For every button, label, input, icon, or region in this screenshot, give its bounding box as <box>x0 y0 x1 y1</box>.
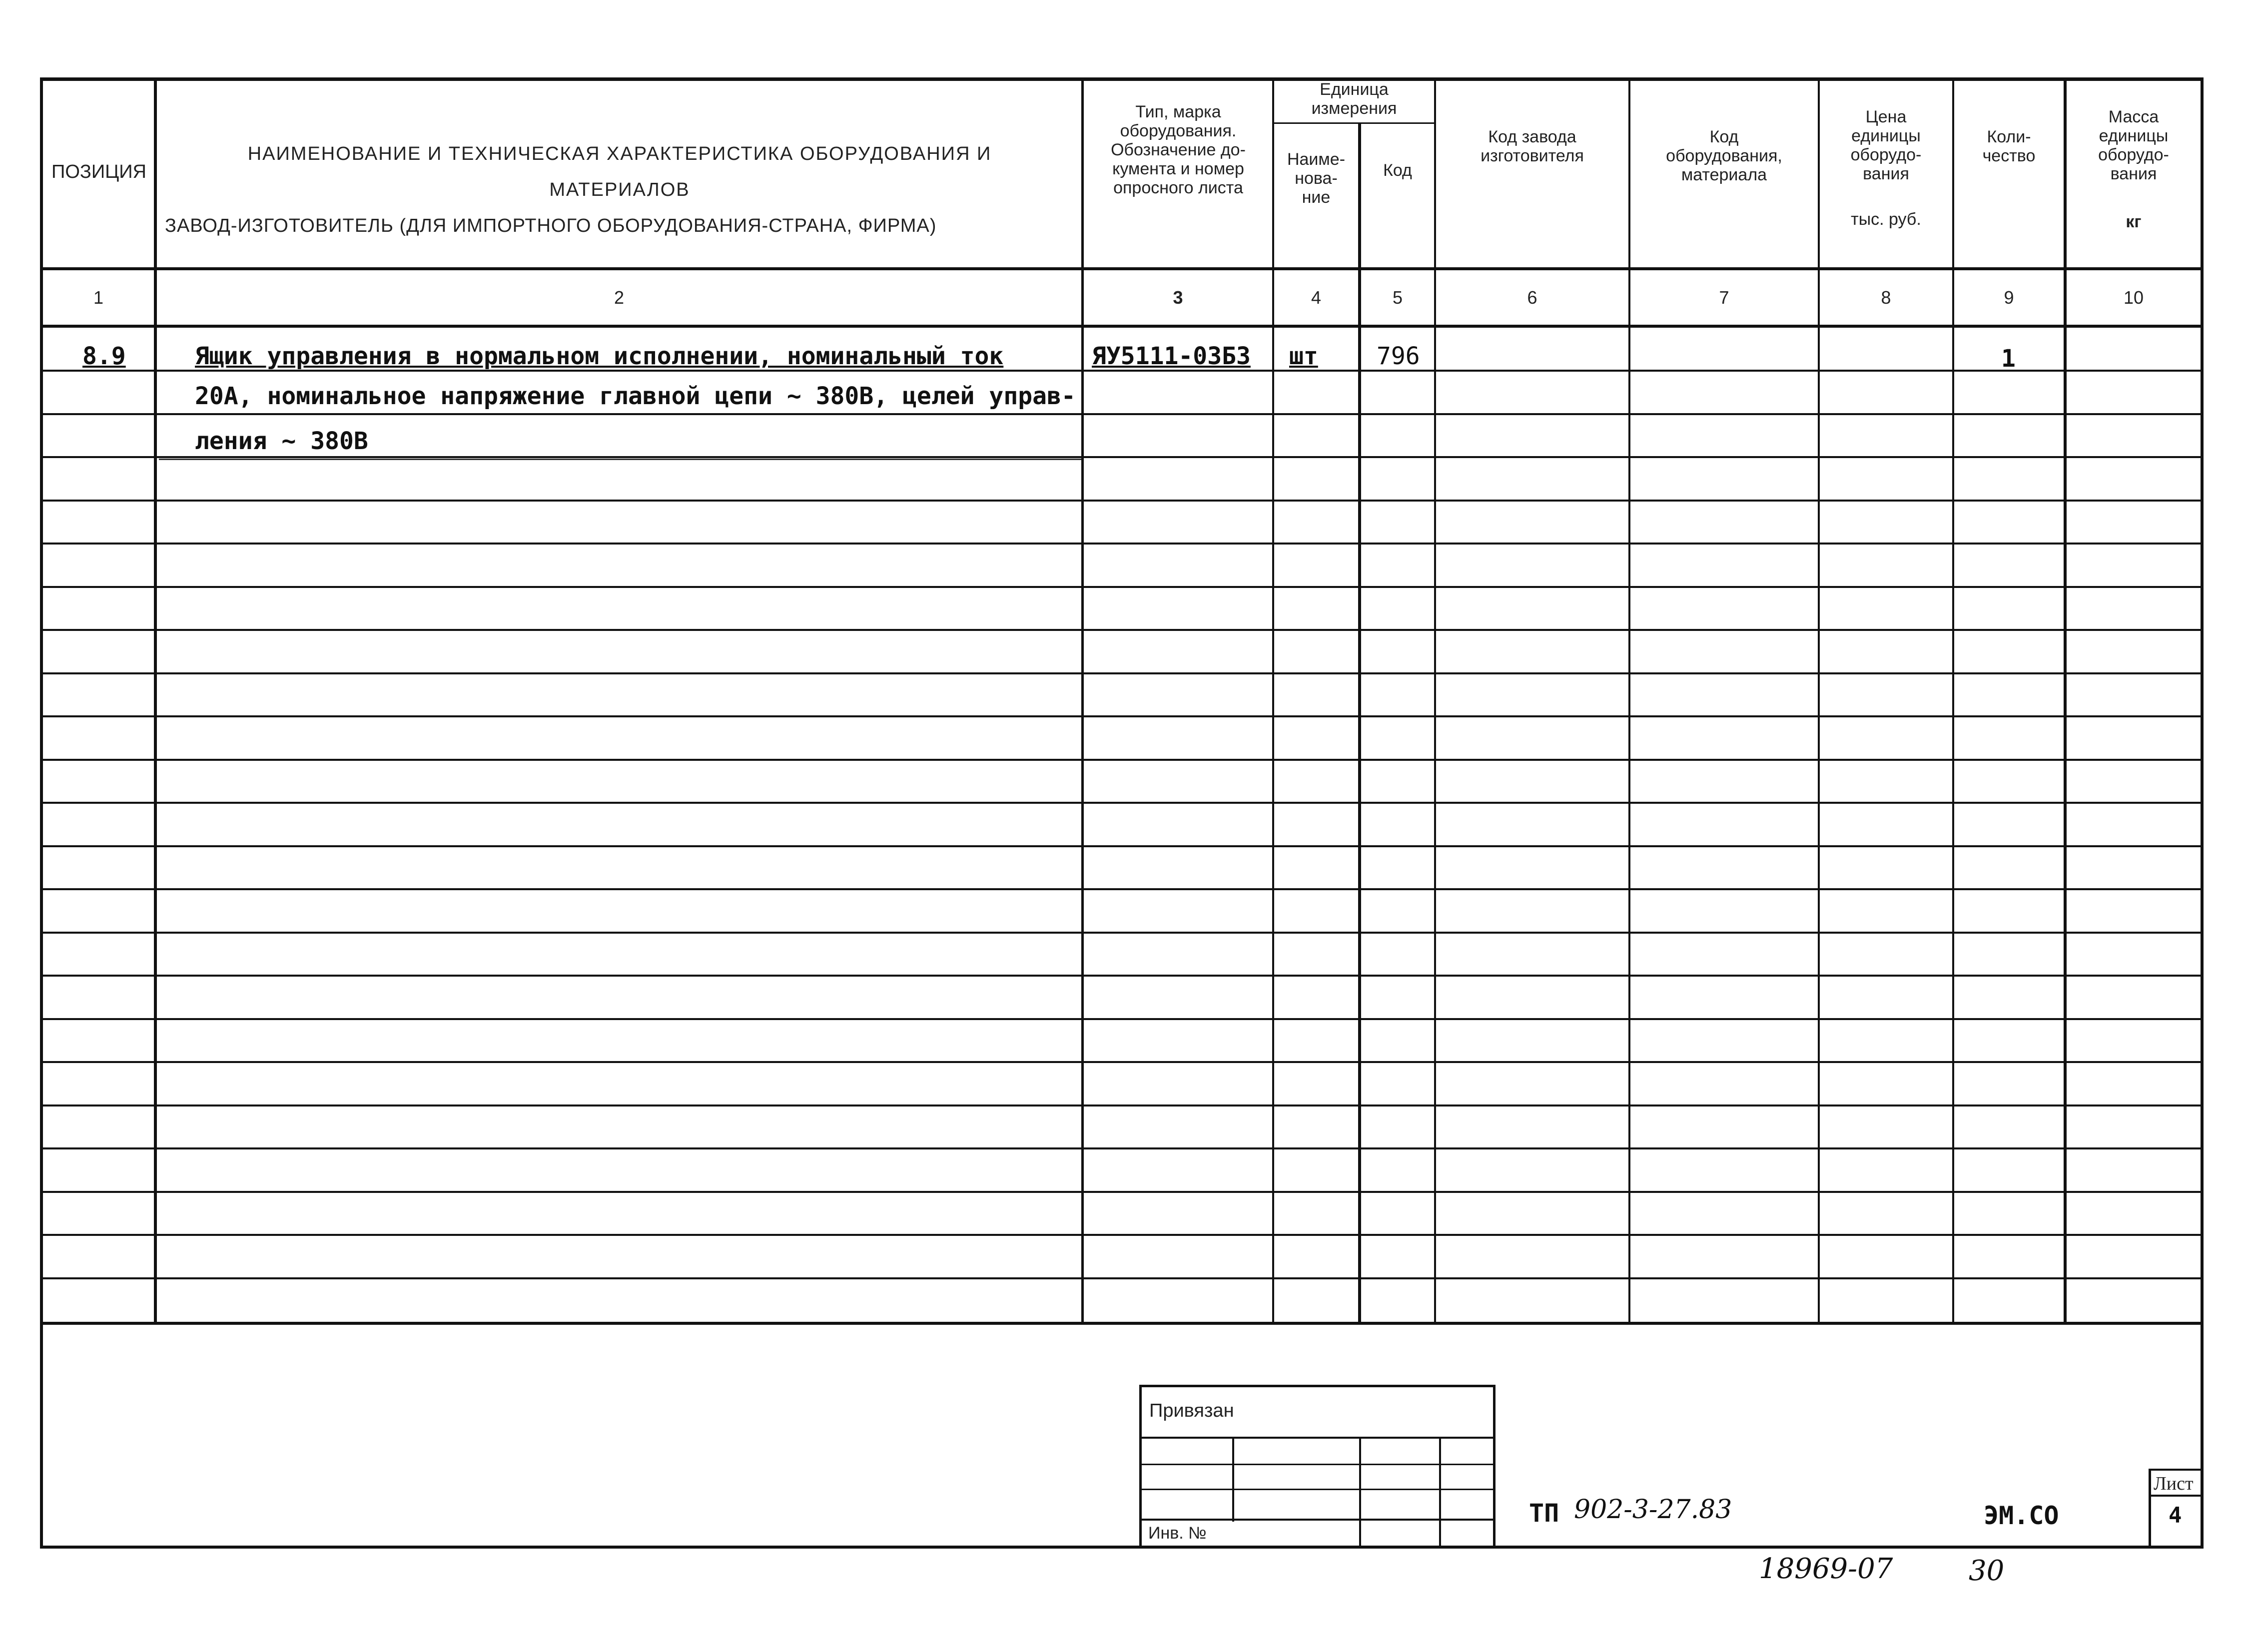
vline-3 <box>1272 77 1274 1324</box>
table-bottom-line <box>40 1322 2204 1325</box>
tb-linked-left <box>1139 1385 1142 1547</box>
colnum-3: 3 <box>1173 287 1183 308</box>
body-rule-line <box>43 1061 2202 1063</box>
vline-5 <box>1434 77 1436 1324</box>
tb-sheet-top <box>2149 1469 2204 1471</box>
tb-inv-label: Инв. № <box>1148 1524 1207 1543</box>
footer-page: 30 <box>1969 1555 2005 1587</box>
body-rule-line <box>43 759 2202 761</box>
row-quantity: 1 <box>2001 345 2016 373</box>
frame-bottom <box>40 1546 2204 1549</box>
row-name-underline <box>159 459 1081 460</box>
tb-linked-hline1 <box>1139 1437 1495 1439</box>
header-unit-name: Наиме- нова- ние <box>1287 150 1346 207</box>
header-mass: Масса единицы оборудо- вания <box>2098 107 2169 183</box>
body-rule-line <box>43 802 2202 804</box>
body-rule-line <box>43 715 2202 717</box>
colnum-6: 6 <box>1527 287 1537 308</box>
tb-doc-number: 902-3-27.83 <box>1574 1495 1732 1525</box>
colnum-7: 7 <box>1719 287 1729 308</box>
tb-linked-label: Привязан <box>1149 1400 1234 1421</box>
tb-sheet-mid <box>2149 1495 2204 1497</box>
row-name-line3: ления ~ 380В <box>195 427 368 455</box>
colnum-bottom-line <box>40 325 2204 328</box>
header-equipment-code: Код оборудования, материала <box>1666 127 1782 184</box>
tb-sheet-left <box>2149 1469 2151 1547</box>
tb-linked-top <box>1139 1385 1495 1387</box>
body-rule-line <box>43 1147 2202 1149</box>
header-price-unit: тыс. руб. <box>1851 210 1921 229</box>
vline-2 <box>1081 77 1084 1324</box>
vline-6 <box>1628 77 1630 1324</box>
header-bottom-line <box>40 267 2204 270</box>
row-unit-name: шт <box>1289 342 1318 370</box>
body-rule-line <box>43 975 2202 977</box>
row-unit-code: 796 <box>1377 342 1420 370</box>
colnum-8: 8 <box>1881 287 1891 308</box>
vline-9 <box>2064 77 2067 1324</box>
frame-top <box>40 77 2204 81</box>
tb-linked-hline3 <box>1139 1489 1495 1490</box>
colnum-10: 10 <box>2123 287 2144 308</box>
tb-mark: ЭМ.СО <box>1984 1501 2059 1530</box>
tb-linked-vline2 <box>1359 1437 1361 1547</box>
frame-right <box>2201 77 2204 1549</box>
header-name-line2: МАТЕРИАЛОВ <box>549 179 690 200</box>
row-name-line2: 20А, номинальное напряжение главной цепи ~ 380В, целей управ- <box>195 382 1076 410</box>
unit-group-divider <box>1272 122 1436 124</box>
header-quantity: Коли- чество <box>1982 127 2036 165</box>
tb-doc-code: ТП <box>1529 1499 1559 1528</box>
colnum-1: 1 <box>93 287 104 308</box>
tb-linked-hline2 <box>1139 1464 1495 1465</box>
header-factory-code: Код завода изготовителя <box>1481 127 1584 165</box>
body-rule-line <box>43 629 2202 631</box>
vline-8 <box>1952 77 1954 1324</box>
body-rule-line <box>43 932 2202 934</box>
body-rule-line <box>43 1104 2202 1106</box>
colnum-4: 4 <box>1311 287 1322 308</box>
tb-linked-vline3 <box>1439 1437 1441 1547</box>
header-price: Цена единицы оборудо- вания <box>1850 107 1922 183</box>
body-rule-line <box>43 1234 2202 1236</box>
body-rule-line <box>43 1277 2202 1279</box>
body-rule-line <box>43 845 2202 847</box>
body-rule-line <box>43 888 2202 890</box>
body-rule-line <box>43 1018 2202 1020</box>
footer-archive-number: 18969-07 <box>1759 1553 1893 1585</box>
header-name-line3: ЗАВОД-ИЗГОТОВИТЕЛЬ (ДЛЯ ИМПОРТНОГО ОБОРУДОВАНИЯ-СТРАНА, ФИРМА) <box>165 215 937 236</box>
body-rule-line <box>43 543 2202 545</box>
body-rule-line <box>43 413 2202 415</box>
body-rule-line <box>43 1191 2202 1193</box>
header-mass-unit: кг <box>2126 212 2142 231</box>
tb-linked-vline1 <box>1232 1437 1234 1522</box>
body-rule-line <box>43 456 2202 458</box>
colnum-9: 9 <box>2004 287 2014 308</box>
header-unit-code: Код <box>1383 161 1412 180</box>
row-name-line1: Ящик управления в нормальном исполнении, номинальный ток <box>195 342 1004 370</box>
tb-sheet-number: 4 <box>2169 1503 2182 1528</box>
header-name-line1: НАИМЕНОВАНИЕ И ТЕХНИЧЕСКАЯ ХАРАКТЕРИСТИКА ОБОРУДОВАНИЯ И <box>247 143 992 164</box>
colnum-2: 2 <box>614 287 625 308</box>
header-unit-group: Единица измерения <box>1311 80 1397 118</box>
header-type: Тип, марка оборудования. Обозначение до- кумента и номер опросного листа <box>1111 102 1246 197</box>
vline-1 <box>154 77 157 1324</box>
tb-sheet-label: Лист <box>2154 1473 2194 1494</box>
row-position: 8.9 <box>82 342 126 370</box>
header-position: ПОЗИЦИЯ <box>51 161 146 182</box>
vline-7 <box>1818 77 1820 1324</box>
colnum-5: 5 <box>1392 287 1403 308</box>
tb-linked-hline4 <box>1139 1519 1495 1521</box>
tb-linked-right <box>1493 1385 1495 1547</box>
body-rule-line <box>43 672 2202 674</box>
row-type: ЯУ5111-03Б3 <box>1092 342 1251 370</box>
body-rule-line <box>43 586 2202 588</box>
body-rule-line <box>43 500 2202 502</box>
